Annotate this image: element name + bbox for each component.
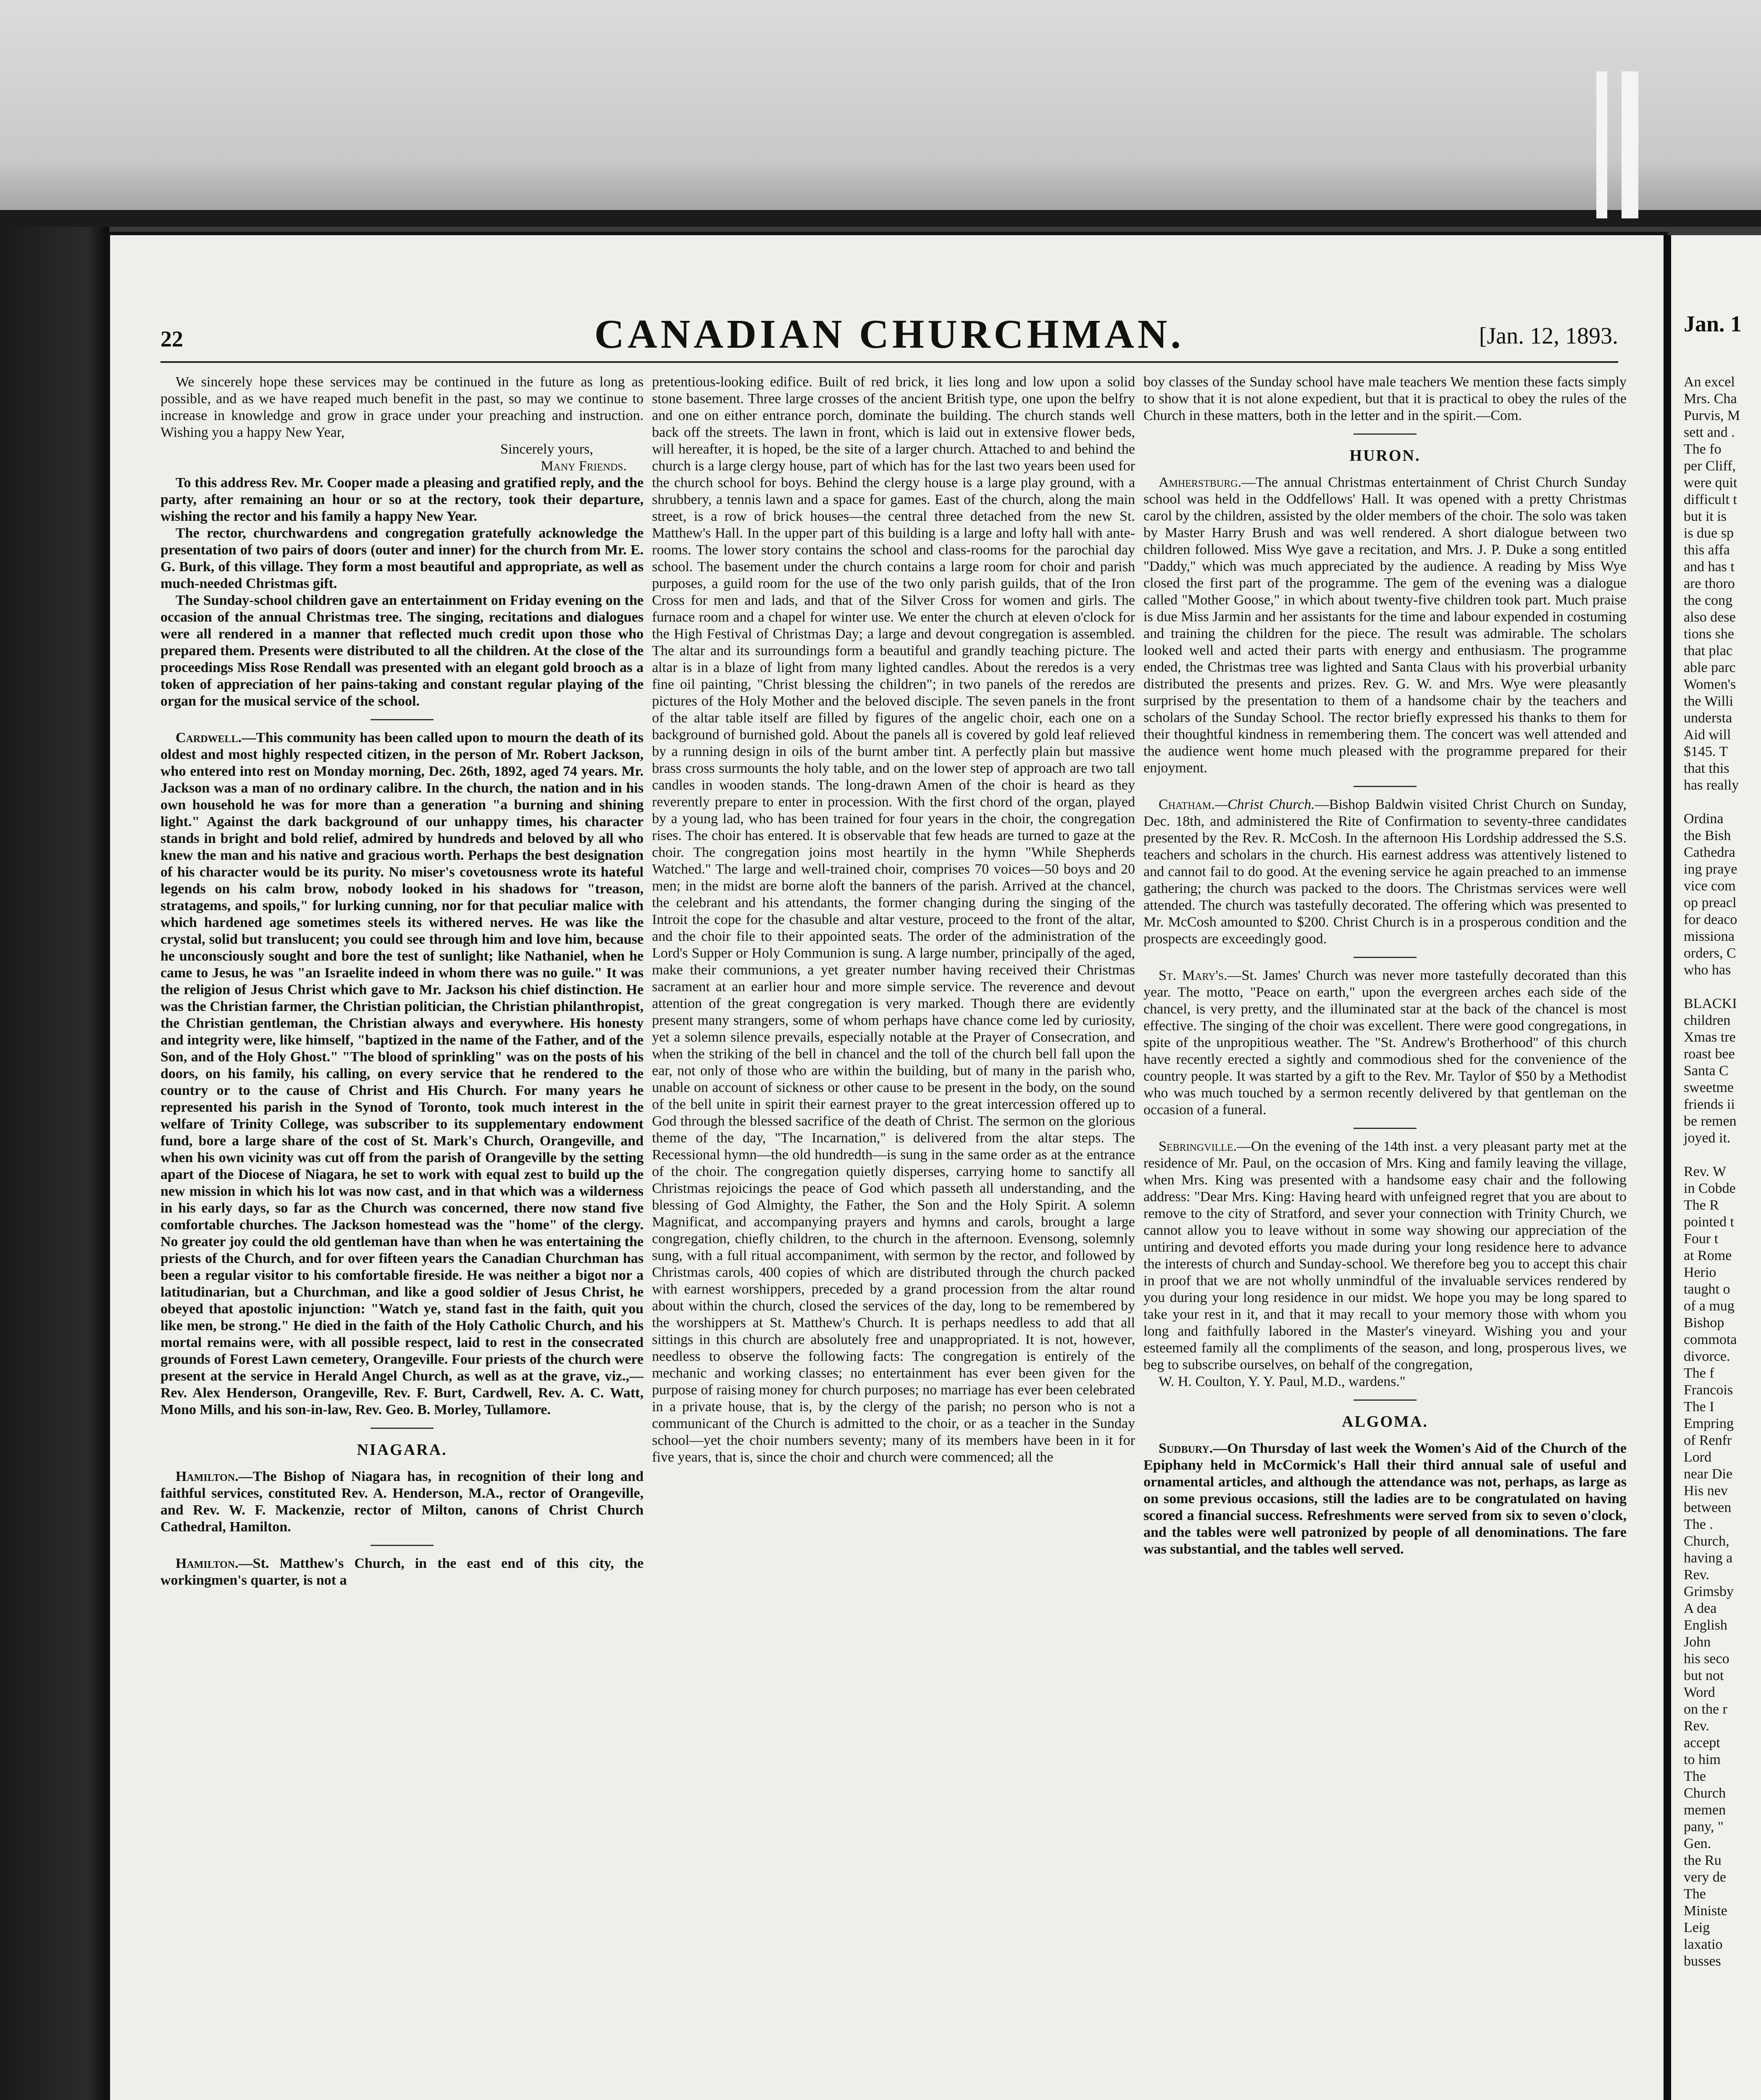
divider <box>1354 786 1417 787</box>
divider <box>371 719 434 720</box>
adjacent-page-column <box>1684 374 1761 1970</box>
adjacent-page-line: ing praye <box>1684 861 1737 877</box>
st-marys-lead: St. Mary's. <box>1159 968 1227 983</box>
adjacent-page-line: understa <box>1684 710 1732 726</box>
adjacent-page-line: English <box>1684 1617 1727 1633</box>
st-marys-text: —St. James' Church was never more tastefully decorated than this year. The motto, "Peace on earth," upon the evergreen arches each side of the chancel, is very pretty, and the illuminated star at the back of the chancel is most effective. The singing of the choir was excellent. There were good congregations, in spite of the unpropitious weather. The "St. Andrew's Brotherhood" of this church have recently erected a sightly and commodious shed for the convenience of the country people. It was started by a gift to the Rev. Mr. Taylor of $50 by a Methodist who was much touched by a sermon recently delivered by that gentleman on the occasion of a funeral. <box>1143 968 1627 1118</box>
column-3 <box>1143 374 1627 2100</box>
adjacent-page-line: pany, " <box>1684 1819 1724 1835</box>
adjacent-page-line: Ministe <box>1684 1903 1727 1919</box>
adjacent-page-line: Herio <box>1684 1265 1716 1280</box>
adjacent-page-line: the cong <box>1684 593 1733 608</box>
amherstburg-article <box>1143 474 1627 777</box>
adjacent-page-line: difficult t <box>1684 492 1737 507</box>
adjacent-page-line: Ordina <box>1684 811 1724 827</box>
adjacent-page-line: missiona <box>1684 929 1735 944</box>
scanner-bed-top <box>0 0 1761 227</box>
sebringville-article <box>1143 1138 1627 1373</box>
adjacent-page-line: The R <box>1684 1197 1719 1213</box>
amherstburg-lead: Amherstburg. <box>1159 475 1242 490</box>
adjacent-page-line: The fo <box>1684 441 1722 457</box>
adjacent-page-line: in Cobde <box>1684 1181 1736 1196</box>
chatham-lead: Chatham. <box>1159 797 1215 812</box>
adjacent-page-line: accept <box>1684 1735 1720 1751</box>
adjacent-page-line: Santa C <box>1684 1063 1729 1079</box>
adjacent-page-line: op preacl <box>1684 895 1737 911</box>
adjacent-page-line: between <box>1684 1500 1732 1515</box>
hamilton-lead: Hamilton. <box>176 1556 239 1571</box>
divider <box>371 1428 434 1429</box>
masthead-title: CANADIAN CHURCHMAN. <box>594 312 1185 357</box>
divider <box>1354 957 1417 958</box>
adjacent-page-line: tions she <box>1684 626 1734 642</box>
divider <box>1354 1399 1417 1401</box>
adjacent-page-line: John <box>1684 1634 1711 1650</box>
adjacent-page-line: Church <box>1684 1785 1726 1801</box>
adjacent-page-line: able parc <box>1684 660 1736 675</box>
adjacent-page-line: this affa <box>1684 542 1730 558</box>
niagara-heading: NIAGARA. <box>357 1441 447 1459</box>
adjacent-page-line: commota <box>1684 1332 1737 1347</box>
divider <box>1354 1128 1417 1129</box>
page-header <box>160 311 1618 357</box>
adjacent-page-line: laxatio <box>1684 1937 1723 1952</box>
adjacent-page-line: divorce. <box>1684 1349 1730 1364</box>
doors-paragraph: The rector, churchwardens and congregation gratefully acknowledge the presentation of two pairs of doors (outer and inner) for the church from Mr. E. G. Burk, of this village. They form a most beautiful and appropriate, as well as much-needed Christmas gift. <box>160 525 644 591</box>
sudbury-article <box>1143 1440 1627 1558</box>
adjacent-page-line <box>1684 1147 1761 1163</box>
adjacent-page-line: Leig <box>1684 1920 1710 1935</box>
adjacent-page-line: children <box>1684 1013 1731 1028</box>
issue-date: [Jan. 12, 1893. <box>1479 323 1618 349</box>
adjacent-page-line: are thoro <box>1684 576 1735 591</box>
adjacent-page-line: of Renfr <box>1684 1433 1732 1448</box>
adjacent-page-line: BLACKI <box>1684 996 1737 1011</box>
adjacent-page-line: on the r <box>1684 1701 1727 1717</box>
header-rule <box>160 361 1618 363</box>
huron-heading: HURON. <box>1349 447 1421 465</box>
sebringville-text: —On the evening of the 14th inst. a very pleasant party met at the residence of Mr. Paul, on the occasion of Mrs. King and family leaving the village, when Mrs. King was presented with a handsome easy chair and the following address: "Dear Mrs. King: Having heard with unfeigned regret that you are about to remove to the city of Stratford, and sever your connection with Trinity Church, we cannot allow you to leave without in some way showing our appreciation of the untiring and devoted efforts you made during your long residence here to advance the interests of church and Sunday-school. We therefore beg you to accept this chair in proof that we are not wholly unmindful of the invaluable services rendered by you during your long residence in our midst. We hope you may be long spared to take your rest in it, and that it may recall to your memory those with whom you long and faithfully labored in the Master's vineyard. Wishing you and your esteemed family all the compliments of the season, and long, prosperous lives, we beg to subscribe ourselves, on behalf of the congregation, <box>1143 1139 1627 1373</box>
adjacent-page-line: Bishop <box>1684 1315 1724 1331</box>
reply-paragraph: To this address Rev. Mr. Cooper made a pleasing and gratified reply, and the party, after remaining an hour or so at the rectory, took their departure, wishing the rector and his family a happy New Year. <box>160 475 644 524</box>
adjacent-page-line: per Cliff, <box>1684 458 1736 474</box>
adjacent-page-line: pointed t <box>1684 1214 1734 1230</box>
adjacent-page-line: The I <box>1684 1399 1714 1415</box>
adjacent-page-line: near Die <box>1684 1466 1733 1482</box>
adjacent-page-line: Grimsby <box>1684 1584 1734 1599</box>
adjacent-page-line: to him <box>1684 1752 1721 1767</box>
adjacent-page-header: Jan. 1 <box>1684 311 1742 336</box>
amherstburg-text: —The annual Christmas entertainment of Christ Church Sunday school was held in the Oddfellows' Hall. It was opened with a pretty Christmas carol by the children, assisted by the older members of the choir. The solo was taken by Master Harry Brush and was well rendered. A short dialogue between two children followed. Miss Wye gave a recitation, and Mrs. J. P. Duke a song entitled "Daddy," which was much appreciated by the audience. A reading by Miss Wye closed the first part of the programme. The gem of the evening was a dialogue called "Mother Goose," in which about twenty-five children took part. Much praise is due Miss Jarmin and her assistants for the time and labour expended in costuming and training the children for the piece. The result was admirable. The scholars looked well and acted their parts with energy and enthusiasm. The programme ended, the Christmas tree was lighted and Santa Claus with his proverbial urbanity distributed the presents and prizes. Rev. G. W. and Mrs. Wye were pleasantly surprised by the presentation to them of a handsome chair by the teachers and scholars of the Sunday School. The rector briefly expressed his thanks to them for their thoughtful kindness in remembering them. The concert was well attended and the audience went home much pleased with the programme prepared for their enjoyment. <box>1143 475 1627 776</box>
cardwell-text: —This community has been called upon to mourn the death of its oldest and most highly respected citizen, in the person of Mr. Robert Jackson, who entered into rest on Monday morning, Dec. 26th, 1892, aged 74 years. Mr. Jackson was a man of no ordinary calibre. In the church, the nation and in his own household he was for more than a generation "a burning and shining light." Against the dark background of our unhappy times, his character stands in bright and bold relief, admired by hundreds and beloved by all who knew the man and his native and gracious worth. Perhaps the best designation of his character would be its purity. No miser's covetousness wrote its hateful legends on his calm brow, nobody looked in his shadows for "treason, stratagems, and spoils," for lurking cunning, nor for that peculiar malice with which hardened age sometimes steels its withered nerves. He was like the crystal, solid but translucent; you could see through him and love him, because he unconsciously sought and bore the test of sunlight; like Nathaniel, when he came to Jesus, he was "an Israelite indeed in whom there was no guile." It was the religion of Jesus Christ which gave to Mr. Jackson his chief distinction. He was the Christian farmer, the Christian politician, the Christian philanthropist, the Christian gentleman, the Christian always and everywhere. His honesty and integrity were, like himself, "baptized in the name of the Father, and of the Son, and of the Holy Ghost." "The blood of sprinkling" was on the posts of his doors, on his family, his calling, on every service that he rendered to the country or to the cause of Christ and His Church. For many years he represented his parish in the Synod of Toronto, took much interest in the welfare of Trinity College, was subscriber to its supplementary endowment fund, bore a large share of the cost of St. Mark's Church, Orangeville, and when his own vicinity was cut off from the parish of Orangeville by the setting apart of the Diocese of Niagara, he set to work with equal zest to build up the new mission in which his lot was now cast, and in that which was a wilderness in his early days, so far as the Church was concerned, there now stand five comfortable churches. The Jackson homestead was the "home" of the clergy. No greater joy could the old gentleman have than when he was entertaining the priests of the Church, and for over fifteen years the Canadian Churchman has been a regular visitor to his comfortable fireside. He was neither a bigot nor a latitudinarian, but a Churchman, and like a good soldier of Jesus Christ, he obeyed that apostolic injunction: "Watch ye, stand fast in the faith, quit you like men, be strong." He died in the faith of the Holy Catholic Church, and his mortal remains were, with all possible respect, laid to rest in the consecrated grounds of Forest Lawn cemetery, Orangeville. Four priests of the church were present at the service in Herald Angel Church, as well as at the grave, viz.,—Rev. Alex Henderson, Orangeville, Rev. F. Burt, Cardwell, Rev. A. C. Watt, Mono Mills, and his son-in-law, Rev. Geo. B. Morley, Tullamore. <box>160 730 644 1418</box>
adjacent-page-line: vice com <box>1684 878 1736 894</box>
scanner-marks <box>1596 71 1655 218</box>
adjacent-page-line: that plac <box>1684 643 1733 659</box>
adjacent-page-line: Lord <box>1684 1449 1712 1465</box>
adjacent-page-line: joyed it. <box>1684 1130 1731 1146</box>
adjacent-page-line: that this <box>1684 761 1729 776</box>
adjacent-page-line: His nev <box>1684 1483 1728 1499</box>
sebringville-signature: W. H. Coulton, Y. Y. Paul, M.D., wardens." <box>1159 1374 1406 1389</box>
adjacent-page-line: Aid will <box>1684 727 1731 743</box>
adjacent-page-line <box>1684 979 1761 995</box>
chatham-text: —Bishop Baldwin visited Christ Church on Sunday, Dec. 18th, and administered the Rite of Confirmation to seventy-three candidates presented by the Rev. R. McCosh. In the afternoon His Lordship addressed the S.S. teachers and scholars in the church. His earnest address was attentively listened to and cannot fail to do good. At the evening service he again preached to an immense gathering; the church was packed to the doors. The Christmas services were well attended. The church was tastefully decorated. The offering which was presented to Mr. McCosh amounted to $200. Christ Church is in a prosperous condition and the prospects are exceedingly good. <box>1143 797 1627 947</box>
divider <box>1354 433 1417 435</box>
adjacent-page-line: Women's <box>1684 677 1736 692</box>
algoma-heading: ALGOMA. <box>1342 1413 1428 1431</box>
adjacent-page <box>1664 235 1761 2100</box>
adjacent-page-line: the Ru <box>1684 1853 1722 1868</box>
sebringville-lead: Sebringville. <box>1159 1139 1237 1154</box>
adjacent-page-line: the Willi <box>1684 693 1733 709</box>
adjacent-page-line: Four t <box>1684 1231 1719 1247</box>
entertainment-paragraph: The Sunday-school children gave an entertainment on Friday evening on the occasion of the annual Christmas tree. The singing, recitations and dialogues were all rendered in a manner that reflected much credit upon those who prepared them. Presents were distributed to all the children. At the close of the proceedings Miss Rose Rendall was presented with an elegant gold brooch as a token of appreciation of her pains-taking and constant regular playing of the organ for the musical service of the school. <box>160 593 644 709</box>
adjacent-page-line: The <box>1684 1886 1706 1902</box>
st-marys-article <box>1143 967 1627 1118</box>
adjacent-page-line: sett and . <box>1684 425 1735 440</box>
adjacent-page-line: Cathedra <box>1684 845 1735 860</box>
signature: Many Friends. <box>541 458 627 474</box>
column3-intro: boy classes of the Sunday school have male teachers We mention these facts simply to show that it is not alone expedient, but that it is practical to obey the rules of the Church in these matters, both in the letter and in the spirit.—Com. <box>1143 374 1627 423</box>
column-2 <box>652 374 1135 2100</box>
adjacent-page-line: at Rome <box>1684 1248 1732 1263</box>
adjacent-page-line: and has t <box>1684 559 1735 575</box>
adjacent-page-line: were quit <box>1684 475 1737 491</box>
adjacent-page-line: taught o <box>1684 1281 1730 1297</box>
adjacent-page-line: orders, C <box>1684 945 1736 961</box>
chatham-sub: —Christ Church. <box>1214 797 1315 812</box>
st-matthews-article: pretentious-looking edifice. Built of red brick, it lies long and low upon a solid stone basement. Three large crosses of the ancient British type, one upon the belfry and one on either entrance porch, dominate the building. The church stands well back off the streets. The lawn in front, which is laid out in extensive flower beds, will hereafter, it is hoped, be the site of a larger church. Attached to and behind the church is a large clergy house, part of which has for the last two years been used for the church school for boys. Behind the clergy house is a large play ground, with a shrubbery, a tennis lawn and a space for games. East of the church, along the main street, is a row of brick houses—the central three detached from the new St. Matthew's Hall. In the upper part of this building is a large and lofty hall with ante-rooms. The lower story contains the school and class-rooms for the parochial day school. The basement under the church contains a large room for choir and parish purposes, a guild room for the use of the two only parish guilds, that of the Iron Cross for men and lads, and that of the Silver Cross for women and girls. The furnace room and a chapel for winter use. We enter the church at eleven o'clock for the High Festival of Christmas Day; a large and devout congregation is assembled. The altar and its surroundings form a beautiful and grandly teaching picture. The altar is in a blaze of light from many lighted candles. About the reredos is a very fine oil painting, "Christ blessing the children"; in two panels of the reredos are pictures of the Holy Mother and the beloved disciple. The seven panels in the front of the altar table itself are filled by figures of the angelic choir, each one on a background of burnished gold. About the panels all is covered by gold leaf relieved by a running design in oils of the burnt amber tint. A perfectly plain but massive brass cross surmounts the holy table, and on the lower step of approach are two tall candles in wooden stands. The long-drawn Amen of the choir is heard as they reverently prepare to enter in procession. With the first chord of the organ, played by a young lad, who has been trained for four years in the choir, the congregation rises. The choir has entered. It is observable that few heads are turned to gaze at the choir. The congregation joins most heartily in the hymn "While Shepherds Watched." The large and well-trained choir, comprises 70 voices—50 boys and 20 men; in the midst are borne aloft the banners of the parish. Arrived at the chancel, the celebrant and his attendants, the former changing during the singing of the Introit the cope for the chasuble and altar vesture, proceed to the front of the altar, and the choir file to their appointed seats. The order of the administration of the Lord's Supper or Holy Communion is sung. A large number, principally of the aged, make their communions, a yet greater number having received their Christmas sacrament at an earlier hour and more simple service. The reverence and devout attention of the great congregation is very marked. Though there are evidently present many strangers, some of whom perhaps have chance come led by curiosity, yet a solemn silence prevails, especially notable at the Prayer of Consecration, and when the striking of the bell in chancel and the toll of the church bell fall upon the ear, not only of those who are within the building, but of many in the parish who, unable on account of sickness or other cause to be present in the body, on the sound of the bell unite in spirit their earnest prayer to the great intercession offered up to God through the blessed sacrifice of the death of Christ. The sermon on the glorious theme of the day, "The Incarnation," is delivered from the altar steps. The Recessional hymn—the old hundredth—is sung in the same order as at the entrance of the choir. The congregation quietly disperses, carrying home to sanctify all Christmas rejoicings the peace of God which passeth all understanding, and the blessing of God Almighty, the Father, the Son and the Holy Spirit. A solemn Magnificat, and accompanying prayers and hymns and carols, brought a large congregation, chiefly children, to the church in the afternoon. Evensong, solemnly sung, with a full ritual accompaniment, with sermon by the rector, and followed by Christmas carols, 400 copies of which are distributed through the church packed with earnest worshippers, preceded by a grand procession from the altar round about within the church, closed the services of the day, long to be remembered by the worshippers at St. Matthew's Church. It is perhaps needless to add that all sittings in this church are absolutely free and unappropriated. It is not, however, needless to observe the following facts: The congregation is entirely of the mechanic and working classes; no entertainment has ever been given for the purpose of raising money for church purposes; no marriage has ever been celebrated in a private house, that is, by the clergy of the parish; no person who is not a communicant of the Church is admitted to the choir, or as a teacher in the Sunday school—yet the choir numbers seventy; many of its members have been in it for five years, that is, since the choir and church were commenced; all the <box>652 374 1135 1465</box>
adjacent-page-line: Empring <box>1684 1416 1734 1431</box>
adjacent-page-line: The f <box>1684 1365 1714 1381</box>
adjacent-page-line: Francois <box>1684 1382 1733 1398</box>
hamilton-text: —The Bishop of Niagara has, in recognition of their long and faithful services, constituted Rev. A. Henderson, M.A., rector of Orangeville, and Rev. W. F. Mackenzie, rector of Milton, canons of Christ Church Cathedral, Hamilton. <box>160 1469 644 1535</box>
divider <box>371 1545 434 1546</box>
adjacent-page-line: Gen. <box>1684 1836 1711 1851</box>
adjacent-page-line <box>1684 794 1761 811</box>
adjacent-page-line: A dea <box>1684 1601 1717 1616</box>
adjacent-page-line: very de <box>1684 1869 1727 1885</box>
adjacent-page-line: of a mug <box>1684 1298 1735 1314</box>
closing: Sincerely yours, <box>500 441 593 457</box>
cardwell-lead: Cardwell. <box>176 730 242 746</box>
adjacent-page-line: sweetme <box>1684 1080 1734 1095</box>
adjacent-page-line: Rev. <box>1684 1567 1710 1583</box>
adjacent-page-line: Church, <box>1684 1533 1729 1549</box>
adjacent-page-line: Purvis, M <box>1684 408 1740 423</box>
adjacent-page-line: also dese <box>1684 609 1736 625</box>
adjacent-page-line: having a <box>1684 1550 1733 1566</box>
column-1 <box>160 374 644 2100</box>
sudbury-lead: Sudbury. <box>1159 1441 1213 1456</box>
adjacent-page-line: The <box>1684 1769 1706 1784</box>
hamilton-lead: Hamilton. <box>176 1469 239 1484</box>
address-text: We sincerely hope these services may be continued in the future as long as possible, and as we have reaped much benefit in the past, so may we continue to increase in knowledge and grow in grace under your preaching and instruction. Wishing you a happy New Year, <box>160 374 644 440</box>
adjacent-page-line: is due sp <box>1684 525 1734 541</box>
adjacent-page-line: Mrs. Cha <box>1684 391 1737 407</box>
adjacent-page-line: has really <box>1684 777 1739 793</box>
adjacent-page-line: his seco <box>1684 1651 1729 1667</box>
adjacent-page-line: who has <box>1684 962 1731 978</box>
adjacent-page-line: Rev. W <box>1684 1164 1727 1179</box>
adjacent-page-line: Word <box>1684 1685 1715 1700</box>
sudbury-text: —On Thursday of last week the Women's Aid of the Church of the Epiphany held in McCormick's Hall their third annual sale of useful and ornamental articles, and although the attendance was not, perhaps, as large as on some previous occasions, still the ladies are to be congratulated on having scored a financial success. Refreshments were served from six to seven o'clock, and the tables were well patronized by people of all denominations. The fare was substantial, and the tables well served. <box>1143 1441 1627 1557</box>
adjacent-page-line: friends ii <box>1684 1097 1735 1112</box>
adjacent-page-line: memen <box>1684 1802 1726 1818</box>
adjacent-page-line: but not <box>1684 1668 1724 1683</box>
adjacent-page-line: be remen <box>1684 1113 1737 1129</box>
adjacent-page-line: for deaco <box>1684 912 1737 927</box>
hamilton-text: —St. Matthew's Church, in the east end of this city, the workingmen's quarter, is not a <box>160 1556 644 1588</box>
adjacent-page-line: Rev. <box>1684 1718 1710 1734</box>
left-scan-margin <box>0 227 109 2100</box>
page-number: 22 <box>160 326 183 352</box>
adjacent-page-line: $145. T <box>1684 744 1728 759</box>
adjacent-page-line: but it is <box>1684 509 1727 524</box>
adjacent-page-line: the Bish <box>1684 828 1731 843</box>
adjacent-page-line: The . <box>1684 1517 1713 1532</box>
newspaper-page <box>110 235 1664 2100</box>
adjacent-page-line: Xmas tre <box>1684 1029 1736 1045</box>
adjacent-page-line: busses <box>1684 1953 1721 1969</box>
hamilton-article-2 <box>160 1555 644 1589</box>
adjacent-page-line: An excel <box>1684 374 1735 390</box>
cardwell-article <box>160 730 644 1418</box>
hamilton-article-1 <box>160 1468 644 1536</box>
adjacent-page-line: roast bee <box>1684 1046 1735 1062</box>
chatham-article <box>1143 796 1627 948</box>
